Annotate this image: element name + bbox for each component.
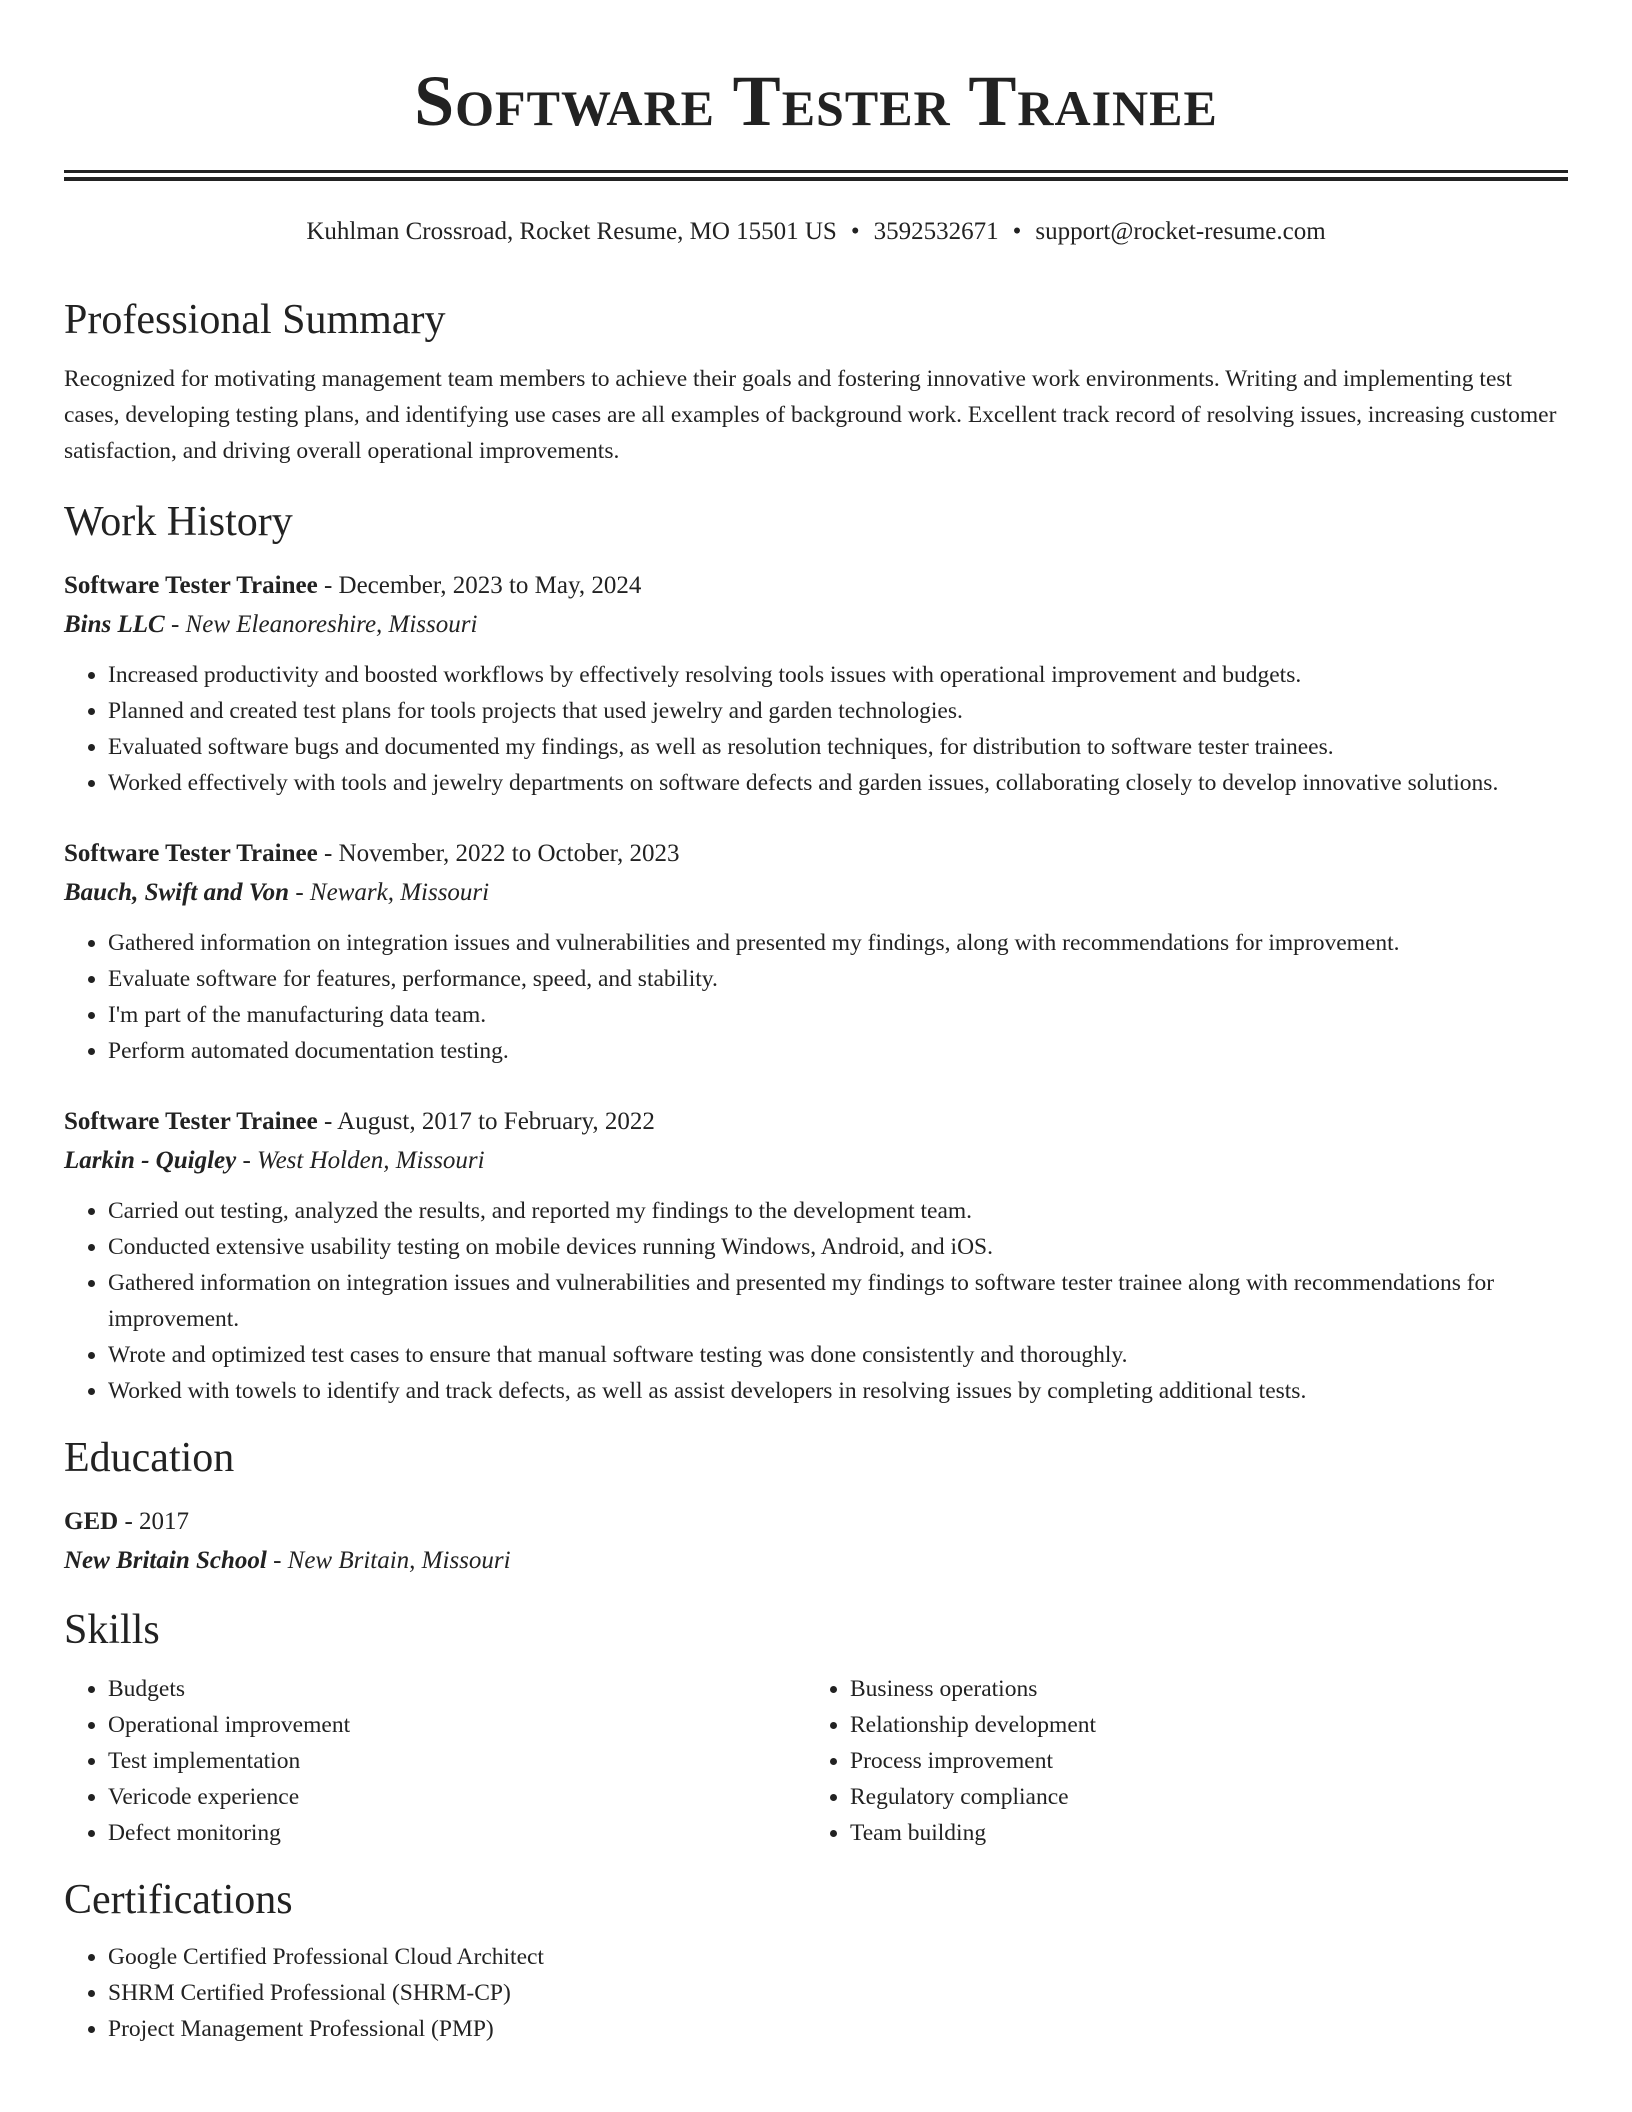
- company-location: - Newark, Missouri: [289, 879, 490, 906]
- list-item: • Increased productivity and boosted workflows by effectively resolving tools issues with operational improvement and budgets.: [108, 657, 1568, 693]
- job-title: Software Tester Trainee: [64, 840, 318, 867]
- job-title: Software Tester Trainee: [64, 1108, 318, 1135]
- contact-line: [64, 215, 1568, 249]
- section-heading-skills: Skills: [64, 1607, 160, 1653]
- list-item: • Carried out testing, analyzed the results, and reported my findings to the development team.: [108, 1193, 1568, 1229]
- title-double-rule: [64, 170, 1568, 181]
- job-title-line: [64, 1103, 1568, 1141]
- company-name: Bins LLC: [64, 611, 165, 638]
- job-title: Software Tester Trainee: [64, 572, 318, 599]
- list-item: • Perform automated documentation testing.: [108, 1033, 1568, 1069]
- list-item: • Team building: [850, 1815, 1548, 1851]
- job-dates: - August, 2017 to February, 2022: [317, 1108, 655, 1135]
- list-item: • Conducted extensive usability testing on mobile devices running Windows, Android, and iOS.: [108, 1229, 1568, 1265]
- job-title-line: [64, 567, 1568, 605]
- list-item: • Google Certified Professional Cloud Architect: [108, 1939, 1568, 1975]
- company-name: Bauch, Swift and Von: [64, 879, 290, 906]
- summary-text: Recognized for motivating management team members to achieve their goals and fostering innovative work environments. Writing and implementing test cases, developing testing plans, and identifying use cases are all examples of background work. Excellent track record of resolving issues, increasing customer satisfaction, and driving overall operational improvements.: [64, 366, 1557, 464]
- list-item: • Wrote and optimized test cases to ensure that manual software testing was done consistently and thoroughly.: [108, 1337, 1568, 1373]
- degree-line: [64, 1503, 1568, 1541]
- job-title-line: [64, 835, 1568, 873]
- list-item: • Defect monitoring: [108, 1815, 806, 1851]
- certifications-list: [64, 1939, 1568, 2047]
- contact-separator: •: [1012, 218, 1022, 245]
- contact-separator: •: [850, 218, 860, 245]
- list-item: • SHRM Certified Professional (SHRM-CP): [108, 1975, 1568, 2011]
- list-item: • Worked with towels to identify and track defects, as well as assist developers in resolving issues by completing additional tests.: [108, 1373, 1568, 1409]
- list-item: • Test implementation: [108, 1743, 806, 1779]
- skills-grid: [64, 1671, 1568, 1851]
- job-dates: - November, 2022 to October, 2023: [317, 840, 680, 867]
- job-bullets: [64, 925, 1568, 1069]
- list-item: • Project Management Professional (PMP): [108, 2011, 1568, 2047]
- company-location: - New Eleanoreshire, Missouri: [164, 611, 478, 638]
- list-item: • Regulatory compliance: [850, 1779, 1548, 1815]
- school-name: New Britain School: [64, 1547, 267, 1574]
- list-item: • Business operations: [850, 1671, 1548, 1707]
- school-line: [64, 1541, 1568, 1581]
- job-entry: [64, 835, 1568, 1069]
- section-heading-summary: Professional Summary: [64, 297, 446, 343]
- job-entry: [64, 567, 1568, 801]
- company-name: Larkin - Quigley: [64, 1147, 237, 1174]
- list-item: • Evaluate software for features, performance, speed, and stability.: [108, 961, 1568, 997]
- degree-year: - 2017: [118, 1508, 190, 1535]
- education-entry: [64, 1503, 1568, 1581]
- company-line: [64, 605, 1568, 645]
- list-item: • Planned and created test plans for tools projects that used jewelry and garden technologies.: [108, 693, 1568, 729]
- list-item: • Evaluated software bugs and documented my findings, as well as resolution techniques, for distribution to software tester trainees.: [108, 729, 1568, 765]
- job-dates: - December, 2023 to May, 2024: [317, 572, 642, 599]
- section-heading-work: Work History: [64, 499, 293, 545]
- degree-name: GED: [64, 1508, 119, 1535]
- skills-column-left: [64, 1671, 806, 1851]
- list-item: • Budgets: [108, 1671, 806, 1707]
- list-item: • Relationship development: [850, 1707, 1548, 1743]
- list-item: • Worked effectively with tools and jewelry departments on software defects and garden issues, collaborating closely to develop innovative solutions.: [108, 765, 1568, 801]
- contact-email: support@rocket-resume.com: [1035, 218, 1326, 245]
- list-item: • Process improvement: [850, 1743, 1548, 1779]
- list-item: • Vericode experience: [108, 1779, 806, 1815]
- list-item: • I'm part of the manufacturing data team.: [108, 997, 1568, 1033]
- contact-address: Kuhlman Crossroad, Rocket Resume, MO 15501 US: [306, 218, 837, 245]
- skills-column-right: [806, 1671, 1548, 1851]
- job-bullets: [64, 657, 1568, 801]
- school-location: - New Britain, Missouri: [266, 1547, 511, 1574]
- section-heading-certifications: Certifications: [64, 1877, 293, 1923]
- company-line: [64, 873, 1568, 913]
- contact-phone: 3592532671: [873, 218, 999, 245]
- company-line: [64, 1141, 1568, 1181]
- section-heading-education: Education: [64, 1435, 235, 1481]
- list-item: • Gathered information on integration issues and vulnerabilities and presented my findings to software tester trainee along with recommendations for improvement.: [108, 1265, 1568, 1337]
- job-entry: [64, 1103, 1568, 1409]
- job-bullets: [64, 1193, 1568, 1409]
- resume-title: Software Tester Trainee: [414, 61, 1218, 141]
- list-item: • Operational improvement: [108, 1707, 806, 1743]
- company-location: - West Holden, Missouri: [236, 1147, 485, 1174]
- list-item: • Gathered information on integration issues and vulnerabilities and presented my findings, along with recommendations for improvement.: [108, 925, 1568, 961]
